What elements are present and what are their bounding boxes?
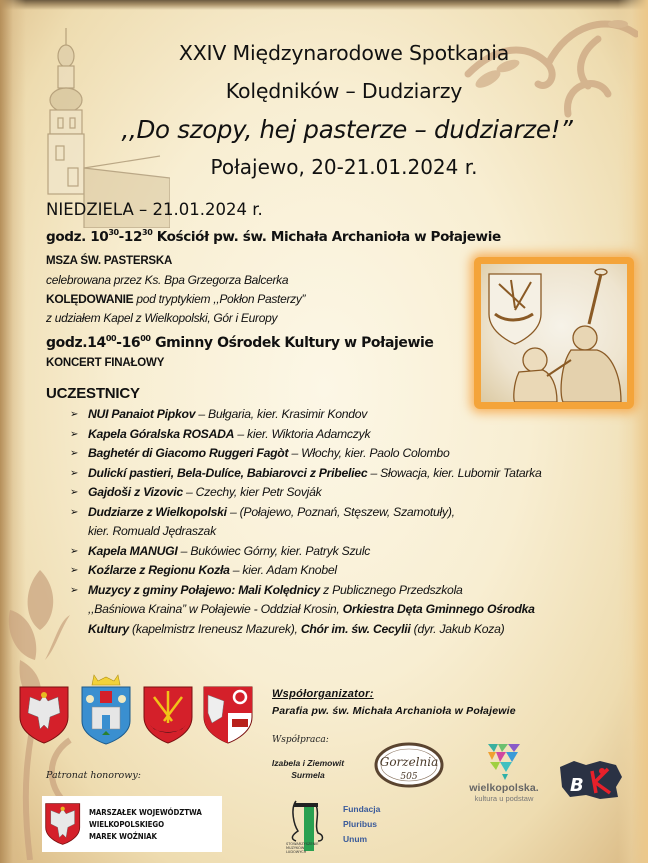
poznan-city-crest-icon	[78, 673, 134, 745]
painting-image	[481, 264, 627, 402]
patronage-text: MARSZAŁEK WOJEWÓDZTWA WIELKOPOLSKIEGO MAREK WOŹNIAK	[89, 807, 203, 841]
event-2-time-venue: $godz.14^{00}-16^{00}$ Gminny Ośrodek Kultury w Połajewie	[46, 334, 434, 351]
arrow-bullet-icon: ➢	[70, 487, 79, 498]
event-1-time-venue: godz. $10^{30}-12^{30}$ Kościół pw. św. Michała Archanioła w Połajewie	[46, 228, 501, 245]
list-item: ➢ Dulickí pastieri, Bela-Dulíce, Babiarovci z Pribeliec – Słowacja, kier. Lubomir Tatarka	[70, 464, 626, 484]
wielkopolska-mosaic-icon	[484, 742, 524, 782]
list-item: ➢ Dudziarze z Wielkopolski – (Połajewo, Poznań, Stęszew, Szamotuły), kier. Romuald Jędraszak	[70, 504, 455, 538]
mass-title: MSZA ŚW. PASTERSKA	[46, 255, 173, 267]
folk-musicians-association-logo-icon	[284, 795, 328, 855]
title-line-1: XXIV Międzynarodowe Spotkania	[178, 41, 510, 65]
marshal-eagle-crest-icon	[44, 798, 81, 850]
wielkopolska-culture-logo	[462, 742, 546, 803]
coorganizer-block	[272, 688, 516, 717]
mass-celebrant: celebrowana przez Ks. Bpa Grzegorza Balcerka	[46, 273, 289, 287]
concert-title: KONCERT FINAŁOWY	[46, 357, 165, 369]
title-place-date: Połajewo, 20-21.01.2024 r.	[210, 155, 478, 179]
triptych-painting	[474, 257, 634, 409]
shepherds-sketch-icon	[481, 264, 627, 402]
svg-text:505: 505	[400, 772, 418, 782]
participants-list	[70, 405, 626, 639]
day-heading: NIEDZIELA – 21.01.2024 r.	[46, 200, 263, 219]
caroling-participants: z udziałem Kapel z Wielkopolski, Gór i Europy	[46, 311, 278, 325]
arrow-bullet-icon: ➢	[70, 428, 79, 440]
pluribus-unum-foundation: Fundacja Pluribus Unum	[343, 804, 381, 844]
wielkopolska-name: wielkopolska.	[469, 782, 539, 794]
arrow-bullet-icon: ➢	[70, 467, 79, 479]
caroling-line: KOLĘDOWANIE pod tryptykiem ,,Pokłon Pasterzy”	[46, 292, 306, 306]
arrow-bullet-icon: ➢	[70, 409, 79, 420]
czarnkow-trzcianka-county-crest-icon	[202, 673, 254, 745]
poster-title	[0, 34, 648, 184]
title-motto: ,,Do szopy, hej pasterze – dudziarze!”	[121, 115, 573, 144]
svg-text:B: B	[570, 775, 584, 796]
wielkopolska-eagle-crest-icon	[18, 673, 70, 745]
title-line-2: Kolędników – Dudziarzy	[225, 79, 463, 103]
cooperation-label: Współpraca:	[272, 735, 329, 745]
coats-of-arms-row	[18, 673, 254, 745]
gorzelnia-505-logo-icon	[374, 742, 444, 788]
list-item: ➢ NUI Panaiot Pipkov – Bułgaria, kier. Krasimir Kondov	[70, 405, 626, 425]
list-item: ➢ Muzycy z gminy Połajewo: Mali Kolędnicy z Publicznego Przedszkola ,,Baśniowa Kraina” w Połajewie - Oddział Krosin, Orkiestra Dęta Gminnego Ośrodka Kultury (kapelmistrz Ireneusz Mazurek), Chór im. św. Cecylii (dyr. Jakub Koza)	[70, 582, 535, 636]
arrow-bullet-icon: ➢	[70, 506, 79, 518]
bik-bulgaria-logo-icon	[556, 757, 624, 803]
svg-text:STOWARZYSZENIE: STOWARZYSZENIE	[286, 842, 319, 846]
participants-heading: UCZESTNICY	[46, 385, 140, 402]
list-item: ➢ Baghetér di Giacomo Ruggeri Fagòt – Włochy, kier. Paolo Colombo	[70, 444, 626, 464]
arrow-bullet-icon: ➢	[70, 584, 79, 596]
svg-text:MUZYKÓW: MUZYKÓW	[286, 846, 305, 850]
list-item: ➢ Koźlarze z Regionu Kozła – kier. Adam Knobel	[70, 561, 626, 581]
list-item: ➢ Kapela MANUGI – Bukówiec Górny, kier. Patryk Szulc	[70, 542, 626, 562]
coorganizer-label: Współorganizator:	[272, 688, 374, 700]
coorganizer-name: Parafia pw. św. Michała Archanioła w Połajewie	[272, 705, 516, 717]
list-item: ➢ Kapela Góralska ROSADA – kier. Wiktoria Adamczyk	[70, 425, 626, 445]
svg-text:LUDOWYCH: LUDOWYCH	[286, 850, 307, 854]
patronage-block	[42, 796, 222, 852]
wielkopolska-tagline: kultura u podstaw	[474, 794, 534, 803]
patronage-label: Patronat honorowy:	[46, 770, 141, 781]
arrow-bullet-icon: ➢	[70, 565, 79, 576]
arrow-bullet-icon: ➢	[70, 545, 79, 557]
list-item: ➢ Gajdoši z Vizovic – Czechy, kier Petr Sovják	[70, 483, 626, 503]
sponsor-surmela: Izabela i Ziemowit Surmela	[271, 758, 345, 780]
svg-text:Gorzelnia: Gorzelnia	[379, 755, 439, 769]
arrow-bullet-icon: ➢	[70, 448, 79, 459]
polajewo-commune-crest-icon	[142, 673, 194, 745]
